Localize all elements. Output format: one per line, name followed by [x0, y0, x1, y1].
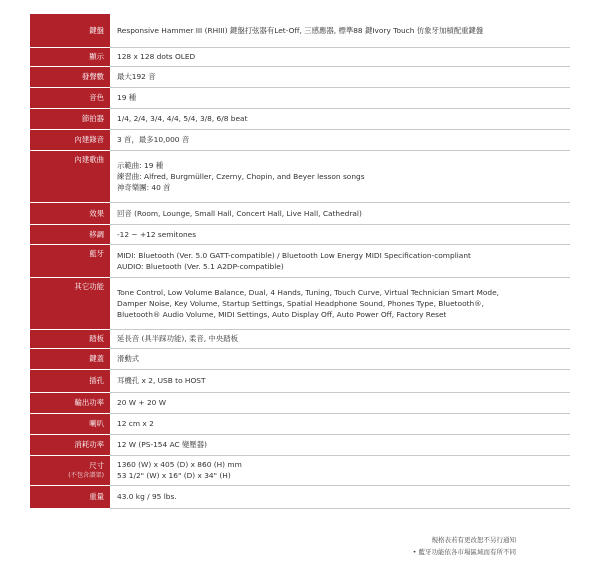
spec-sublabel: (不包含譜架): [68, 472, 104, 479]
spec-row-effects: [30, 202, 570, 224]
spec-label: 鍵蓋: [30, 348, 110, 369]
spec-value: Tone Control, Low Volume Balance, Dual, 4 Hands, Tuning, Touch Curve, Virtual Technician Smart Mode, Damper Noise, Key Volume, Startup Settings, Spatial Headphone Sound, Phones Type, Bluetooth®, Bluetooth® Audio Volume, MIDI Settings, Auto Display Off, Auto Power Off, Factory Reset: [110, 277, 570, 329]
spec-row-jacks: [30, 369, 570, 392]
disclaimer-text: 規格表若有更改恕不另行通知: [431, 536, 516, 544]
spec-value: 20 W + 20 W: [110, 392, 570, 413]
spec-label: 移調: [30, 224, 110, 244]
spec-label: 內建錄音: [30, 129, 110, 150]
spec-label: 藍牙: [30, 244, 110, 277]
spec-value: 1360 (W) x 405 (D) x 860 (H) mm 53 1/2" (W) x 16" (D) x 34" (H): [110, 455, 570, 485]
spec-value: 1/4, 2/4, 3/4, 4/4, 5/4, 3/8, 6/8 beat: [110, 108, 570, 129]
spec-row-pedals: [30, 329, 570, 348]
spec-label: [30, 455, 110, 485]
spec-label: 插孔: [30, 369, 110, 392]
spec-label: 踏板: [30, 329, 110, 348]
spec-row-sounds: [30, 87, 570, 108]
spec-value: 滑動式: [110, 348, 570, 369]
spec-row-display: [30, 47, 570, 66]
spec-row-bluetooth: [30, 244, 570, 277]
spec-value: 示範曲: 19 種 練習曲: Alfred, Burgmüller, Czerny, Chopin, and Beyer lesson songs 神奇樂團: 40 首: [110, 150, 570, 202]
spec-label: 顯示: [30, 47, 110, 66]
spec-value: 延長音 (具半踩功能), 柔音, 中央踏板: [110, 329, 570, 348]
bluetooth-note: • 藍牙功能依各市場區域而有所不同: [412, 548, 516, 556]
spec-label: 重量: [30, 485, 110, 508]
spec-label: 消耗功率: [30, 434, 110, 455]
spec-label: 其它功能: [30, 277, 110, 329]
spec-row-keyboard: [30, 14, 570, 47]
spec-label: 發聲數: [30, 66, 110, 87]
spec-value: 128 x 128 dots OLED: [110, 47, 570, 66]
spec-row-transpose: [30, 224, 570, 244]
spec-row-songs: [30, 150, 570, 202]
spec-row-dimensions: [30, 455, 570, 485]
spec-value: 最大192 音: [110, 66, 570, 87]
spec-row-key-cover: [30, 348, 570, 369]
spec-value: 43.0 kg / 95 lbs.: [110, 485, 570, 508]
spec-value: MIDI: Bluetooth (Ver. 5.0 GATT-compatible) / Bluetooth Low Energy MIDI Specification-compliant AUDIO: Bluetooth (Ver. 5.1 A2DP-compatible): [110, 244, 570, 277]
spec-label: 音色: [30, 87, 110, 108]
spec-label: 輸出功率: [30, 392, 110, 413]
spec-row-other-functions: [30, 277, 570, 329]
spec-row-speakers: [30, 413, 570, 434]
spec-value: 3 首，最多10,000 音: [110, 129, 570, 150]
spec-row-polyphony: [30, 66, 570, 87]
footer-notes: [413, 534, 516, 558]
spec-value: Responsive Hammer III (RHIII) 鍵盤打弦器有Let-Off, 三感應器, 標準88 鍵Ivory Touch 仿象牙加槓配重鍵盤: [110, 14, 570, 47]
spec-row-power-consumption: [30, 434, 570, 455]
spec-table: [30, 14, 570, 509]
spec-value: -12 ~ +12 semitones: [110, 224, 570, 244]
spec-label: 鍵盤: [30, 14, 110, 47]
spec-label-main: 尺寸: [89, 461, 104, 470]
spec-row-weight: [30, 485, 570, 508]
spec-row-metronome: [30, 108, 570, 129]
spec-label: 節拍器: [30, 108, 110, 129]
spec-label: 內建歌曲: [30, 150, 110, 202]
spec-row-recorder: [30, 129, 570, 150]
spec-value: 19 種: [110, 87, 570, 108]
spec-label: 效果: [30, 202, 110, 224]
spec-value: 回音 (Room, Lounge, Small Hall, Concert Hall, Live Hall, Cathedral): [110, 202, 570, 224]
spec-value: 12 W (PS-154 AC 變壓器): [110, 434, 570, 455]
spec-value: 12 cm x 2: [110, 413, 570, 434]
spec-label: 喇叭: [30, 413, 110, 434]
spec-value: 耳機孔 x 2, USB to HOST: [110, 369, 570, 392]
spec-row-output-power: [30, 392, 570, 413]
